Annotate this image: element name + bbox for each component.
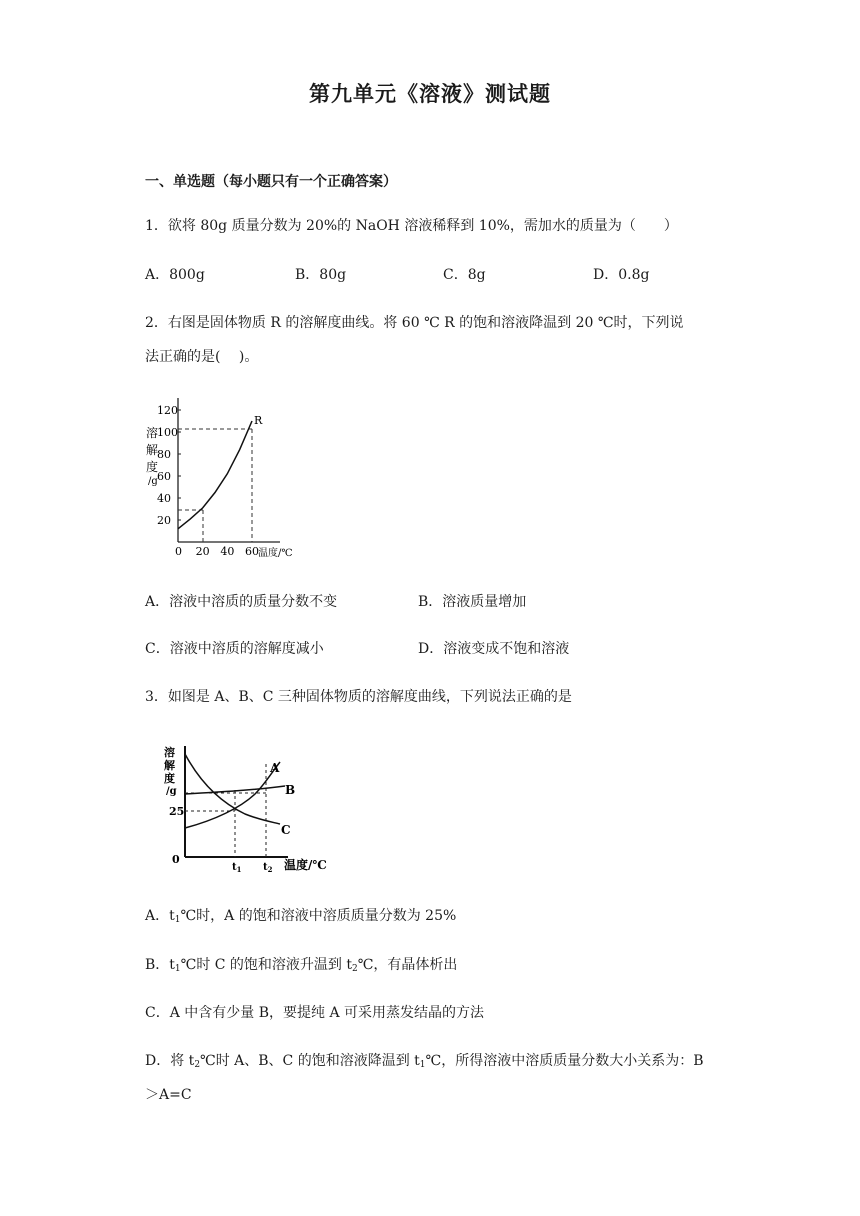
q2-solubility-figure	[140, 392, 325, 564]
q1-option-c: C．8g	[443, 267, 486, 283]
q3-curve-label-C: C	[281, 823, 291, 837]
q2-option-d: D．溶液变成不饱和溶液	[418, 641, 570, 657]
q2-option-a: A．溶液中溶质的质量分数不变	[145, 594, 338, 610]
q2-xtick-label: 60	[245, 545, 259, 558]
q2-ytick-label: 60	[157, 470, 171, 483]
question-1-stem: 1．欲将 80g 质量分数为 20%的 NaOH 溶液稀释到 10%，需加水的质量为（ ）	[145, 218, 678, 234]
q2-curve-label: R	[254, 414, 263, 427]
section-heading: 一、单选题（每小题只有一个正确答案）	[145, 174, 397, 190]
q3-xlabel: 温度/℃	[284, 858, 327, 872]
q1-option-b: B．80g	[295, 267, 347, 283]
q2-xtick-label: 0	[175, 545, 182, 558]
q3-ylabel-3: 度	[164, 772, 175, 785]
q2-xtick-label: 20	[195, 545, 210, 558]
q2-ylabel-3: 度	[146, 460, 159, 474]
q3-option-d-line1: D．将 $t_2℃$时 A、B、C 的饱和溶液降温到 $t_1℃$，所得溶液中溶质质量分数大小关系为：B	[145, 1053, 704, 1070]
q3-solubility-figure	[160, 742, 335, 877]
q3-ylabel-1: 溶	[164, 746, 175, 759]
question-3-stem: 3．如图是 A、B、C 三种固体物质的溶解度曲线，下列说法正确的是	[145, 689, 572, 705]
question-2-stem-line1: 2．右图是固体物质 R 的溶解度曲线。将 60 ℃ R 的饱和溶液降温到 20 ℃时，下列说	[145, 315, 684, 331]
q2-ylabel-4: /g	[148, 476, 158, 487]
q2-ytick-label: 40	[157, 492, 171, 505]
q3-curve-label-B: B	[285, 783, 296, 797]
q2-ytick-label: 100	[157, 426, 178, 439]
q1-option-d: D．0.8g	[593, 267, 650, 283]
q2-curve-R	[178, 421, 252, 529]
q3-option-d-line2: ＞A=C	[145, 1087, 192, 1103]
q3-curve-label-A: A	[270, 761, 280, 775]
q3-y-mark: 25	[169, 805, 185, 818]
q3-x-mark-t2: $t_2$	[263, 862, 273, 874]
q3-origin: 0	[172, 853, 180, 866]
q2-ytick-label: 120	[157, 404, 178, 417]
q2-option-c: C．溶液中溶质的溶解度减小	[145, 641, 324, 657]
q3-option-c: C．A 中含有少量 B，要提纯 A 可采用蒸发结晶的方法	[145, 1005, 485, 1021]
q2-xtick-label: 40	[220, 545, 235, 558]
q2-ytick-label: 80	[157, 448, 171, 461]
q3-ylabel-2: 解	[164, 759, 175, 772]
q3-option-b: B．$t_1℃$时 C 的饱和溶液升温到 $t_2℃$，有晶体析出	[145, 957, 458, 974]
question-2-stem-line2: 法正确的是( )。	[145, 349, 259, 365]
q2-ylabel-2: 解	[146, 443, 159, 457]
q2-ylabel-1: 溶	[146, 426, 159, 440]
q1-option-a: A．800g	[145, 267, 205, 283]
q3-ylabel-4: /g	[166, 786, 177, 797]
q3-option-a: A．$t_1℃$时，A 的饱和溶液中溶质质量分数为 25%	[145, 908, 457, 925]
page-title: 第九单元《溶液》测试题	[309, 82, 551, 106]
q2-xlabel: 温度/℃	[258, 548, 293, 559]
q2-option-b: B．溶液质量增加	[418, 594, 527, 610]
q2-ytick-label: 20	[157, 514, 171, 527]
q3-x-mark-t1: $t_1$	[232, 862, 242, 874]
